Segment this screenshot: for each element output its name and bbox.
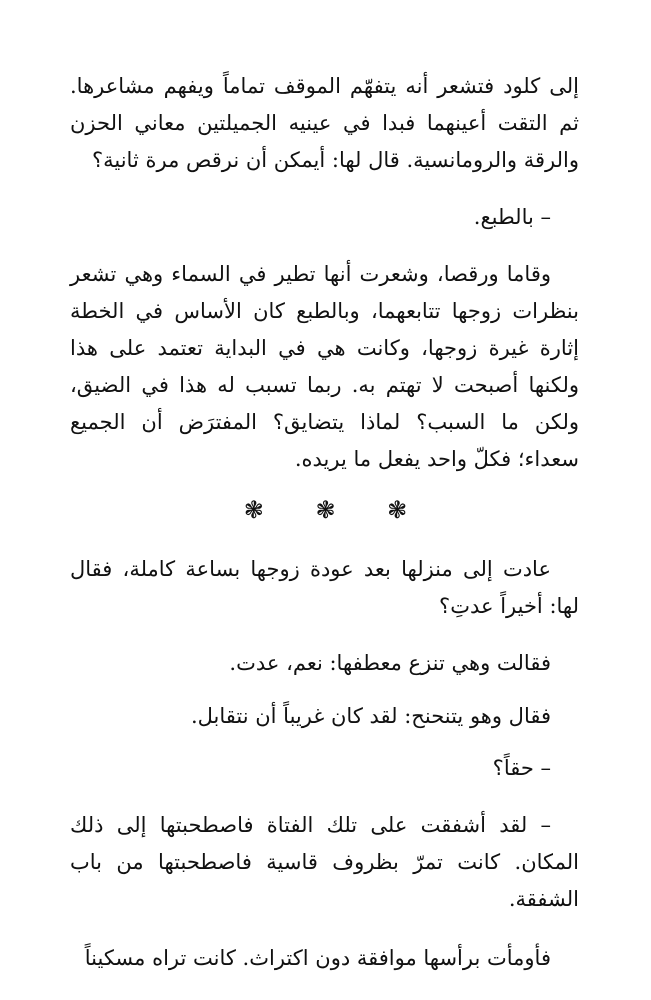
- section-separator: ❃ ❃ ❃: [243, 496, 430, 524]
- paragraph-3: عادت إلى منزلها بعد عودة زوجها بساعة كاملة، فقال لها: أخيراً عدتِ؟: [70, 557, 579, 618]
- dialogue-line-3: فقال وهو يتنحنح: لقد كان غريباً أن نتقابل.: [190, 704, 551, 728]
- paragraph-4: – لقد أشفقت على تلك الفتاة فاصطحبتها إلى ذلك المكان. كانت تمرّ بظروف قاسية فاصطحبتها من باب الشفقة.: [70, 813, 579, 911]
- dialogue-line-2: فقالت وهي تنزع معطفها: نعم، عدت.: [229, 651, 551, 675]
- paragraph-1: إلى كلود فتشعر أنه يتفهّم الموقف تماماً ويفهم مشاعرها. ثم التقت أعينهما فبدا في عينيه الجميلتين معاني الحزن والرقة والرومانسية. قال لها: أيمكن أن نرقص مرة ثانية؟: [70, 74, 579, 172]
- paragraph-5: فأومأت برأسها موافقة دون اكتراث. كانت تراه مسكيناً: [84, 946, 551, 970]
- dialogue-line-4: – حقاً؟: [492, 756, 551, 780]
- dialogue-line-1: – بالطبع.: [473, 205, 551, 229]
- paragraph-2: وقاما ورقصا، وشعرت أنها تطير في السماء وهي تشعر بنظرات زوجها تتابعهما، وبالطبع كان الأساس في الخطة إثارة غيرة زوجها، وكانت هي في البداية تعتمد على هذا ولكنها أصبحت لا تهتم به. ربما تسبب له هذا في الضيق، ولكن ما السبب؟ لماذا يتضايق؟ المفترَض أن الجميع سعداء؛ فكلّ واحد يفعل ما يريده.: [70, 262, 579, 471]
